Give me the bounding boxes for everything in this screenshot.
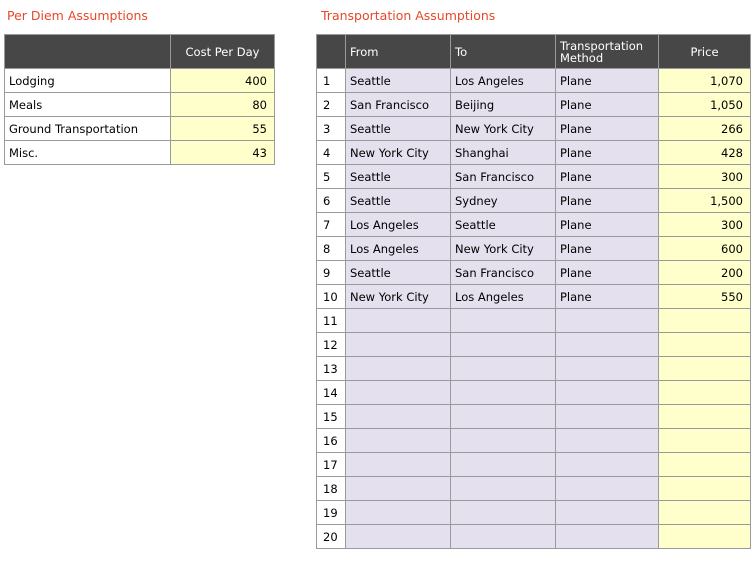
from-cell[interactable] <box>346 477 451 501</box>
row-index-cell: 11 <box>317 309 346 333</box>
from-cell[interactable] <box>346 429 451 453</box>
method-cell[interactable]: Plane <box>556 213 659 237</box>
to-cell[interactable]: Beijing <box>451 93 556 117</box>
to-cell[interactable] <box>451 453 556 477</box>
from-cell[interactable]: Seattle <box>346 117 451 141</box>
row-index-cell: 9 <box>317 261 346 285</box>
price-cell[interactable] <box>659 453 751 477</box>
perdiem-row <box>5 93 275 117</box>
price-cell[interactable]: 1,050 <box>659 93 751 117</box>
row-index-cell: 8 <box>317 237 346 261</box>
method-cell[interactable] <box>556 357 659 381</box>
transport-row <box>317 285 751 309</box>
perdiem-row <box>5 117 275 141</box>
price-cell[interactable]: 1,500 <box>659 189 751 213</box>
to-cell[interactable]: New York City <box>451 117 556 141</box>
from-cell[interactable]: Los Angeles <box>346 237 451 261</box>
to-cell[interactable] <box>451 477 556 501</box>
transport-row <box>317 309 751 333</box>
from-cell[interactable] <box>346 405 451 429</box>
price-cell[interactable] <box>659 501 751 525</box>
price-cell[interactable] <box>659 309 751 333</box>
perdiem-label-cell: Misc. <box>5 141 171 165</box>
price-cell[interactable] <box>659 405 751 429</box>
row-index-cell: 13 <box>317 357 346 381</box>
to-header: To <box>451 35 556 69</box>
method-cell[interactable] <box>556 381 659 405</box>
transport-row <box>317 405 751 429</box>
price-cell[interactable] <box>659 381 751 405</box>
from-cell[interactable]: Seattle <box>346 165 451 189</box>
price-cell[interactable] <box>659 429 751 453</box>
price-cell[interactable]: 300 <box>659 213 751 237</box>
row-index-cell: 4 <box>317 141 346 165</box>
from-cell[interactable]: Seattle <box>346 261 451 285</box>
method-cell[interactable]: Plane <box>556 285 659 309</box>
price-cell[interactable]: 600 <box>659 237 751 261</box>
price-cell[interactable] <box>659 357 751 381</box>
row-index-cell: 3 <box>317 117 346 141</box>
from-cell[interactable] <box>346 453 451 477</box>
transport-row <box>317 189 751 213</box>
transport-title: Transportation Assumptions <box>321 8 496 23</box>
from-cell[interactable]: Seattle <box>346 189 451 213</box>
method-cell[interactable]: Plane <box>556 69 659 93</box>
transport-row <box>317 501 751 525</box>
from-cell[interactable] <box>346 381 451 405</box>
perdiem-row <box>5 69 275 93</box>
from-cell[interactable]: San Francisco <box>346 93 451 117</box>
to-cell[interactable]: New York City <box>451 237 556 261</box>
method-cell[interactable] <box>556 309 659 333</box>
method-cell[interactable] <box>556 333 659 357</box>
perdiem-table <box>4 34 275 165</box>
transport-row <box>317 381 751 405</box>
perdiem-label-cell: Lodging <box>5 69 171 93</box>
to-cell[interactable] <box>451 381 556 405</box>
method-cell[interactable]: Plane <box>556 93 659 117</box>
row-index-cell: 14 <box>317 381 346 405</box>
transport-row <box>317 453 751 477</box>
method-cell[interactable]: Plane <box>556 141 659 165</box>
perdiem-label-header <box>5 35 171 69</box>
method-cell[interactable] <box>556 501 659 525</box>
transport-row <box>317 117 751 141</box>
row-index-cell: 5 <box>317 165 346 189</box>
transport-row <box>317 333 751 357</box>
row-index-cell: 7 <box>317 213 346 237</box>
row-index-cell: 20 <box>317 525 346 549</box>
transport-header-row <box>317 35 751 69</box>
transport-row <box>317 165 751 189</box>
price-cell[interactable]: 300 <box>659 165 751 189</box>
price-cell[interactable]: 428 <box>659 141 751 165</box>
to-cell[interactable] <box>451 309 556 333</box>
perdiem-value-cell[interactable]: 400 <box>171 69 275 93</box>
method-cell[interactable]: Plane <box>556 165 659 189</box>
from-cell[interactable] <box>346 525 451 549</box>
to-cell[interactable]: San Francisco <box>451 165 556 189</box>
index-header <box>317 35 346 69</box>
method-cell[interactable]: Plane <box>556 189 659 213</box>
transport-row <box>317 141 751 165</box>
method-cell[interactable] <box>556 525 659 549</box>
from-header: From <box>346 35 451 69</box>
method-cell[interactable] <box>556 429 659 453</box>
price-cell[interactable] <box>659 333 751 357</box>
price-cell[interactable] <box>659 525 751 549</box>
method-cell[interactable] <box>556 453 659 477</box>
row-index-cell: 17 <box>317 453 346 477</box>
from-cell[interactable]: Seattle <box>346 69 451 93</box>
transport-row <box>317 429 751 453</box>
row-index-cell: 10 <box>317 285 346 309</box>
cost-per-day-header: Cost Per Day <box>171 35 275 69</box>
perdiem-label-cell: Ground Transportation <box>5 117 171 141</box>
to-cell[interactable] <box>451 405 556 429</box>
to-cell[interactable]: Los Angeles <box>451 285 556 309</box>
from-cell[interactable]: New York City <box>346 141 451 165</box>
method-cell[interactable] <box>556 405 659 429</box>
transport-row <box>317 357 751 381</box>
from-cell[interactable] <box>346 501 451 525</box>
to-cell[interactable] <box>451 525 556 549</box>
perdiem-value-cell[interactable]: 55 <box>171 117 275 141</box>
price-cell[interactable]: 266 <box>659 117 751 141</box>
perdiem-row <box>5 141 275 165</box>
to-cell[interactable] <box>451 333 556 357</box>
to-cell[interactable]: Seattle <box>451 213 556 237</box>
from-cell[interactable] <box>346 333 451 357</box>
from-cell[interactable]: New York City <box>346 285 451 309</box>
row-index-cell: 1 <box>317 69 346 93</box>
perdiem-label-cell: Meals <box>5 93 171 117</box>
to-cell[interactable]: Los Angeles <box>451 69 556 93</box>
transport-row <box>317 69 751 93</box>
to-cell[interactable] <box>451 501 556 525</box>
row-index-cell: 19 <box>317 501 346 525</box>
from-cell[interactable]: Los Angeles <box>346 213 451 237</box>
to-cell[interactable]: Shanghai <box>451 141 556 165</box>
row-index-cell: 18 <box>317 477 346 501</box>
perdiem-value-cell[interactable]: 43 <box>171 141 275 165</box>
transport-row <box>317 477 751 501</box>
method-header: Transportation Method <box>556 35 659 69</box>
price-cell[interactable]: 550 <box>659 285 751 309</box>
row-index-cell: 16 <box>317 429 346 453</box>
transport-table <box>316 34 751 549</box>
row-index-cell: 12 <box>317 333 346 357</box>
perdiem-value-cell[interactable]: 80 <box>171 93 275 117</box>
from-cell[interactable] <box>346 309 451 333</box>
row-index-cell: 6 <box>317 189 346 213</box>
transport-row <box>317 525 751 549</box>
method-cell[interactable] <box>556 477 659 501</box>
to-cell[interactable]: Sydney <box>451 189 556 213</box>
to-cell[interactable] <box>451 357 556 381</box>
price-cell[interactable]: 1,070 <box>659 69 751 93</box>
transport-row <box>317 93 751 117</box>
transport-row <box>317 261 751 285</box>
method-cell[interactable]: Plane <box>556 237 659 261</box>
transport-row <box>317 213 751 237</box>
transport-row <box>317 237 751 261</box>
price-cell[interactable]: 200 <box>659 261 751 285</box>
price-cell[interactable] <box>659 477 751 501</box>
row-index-cell: 15 <box>317 405 346 429</box>
method-cell[interactable]: Plane <box>556 117 659 141</box>
method-cell[interactable]: Plane <box>556 261 659 285</box>
from-cell[interactable] <box>346 357 451 381</box>
price-header: Price <box>659 35 751 69</box>
row-index-cell: 2 <box>317 93 346 117</box>
to-cell[interactable]: San Francisco <box>451 261 556 285</box>
perdiem-header-row <box>5 35 275 69</box>
perdiem-title: Per Diem Assumptions <box>7 8 148 23</box>
to-cell[interactable] <box>451 429 556 453</box>
